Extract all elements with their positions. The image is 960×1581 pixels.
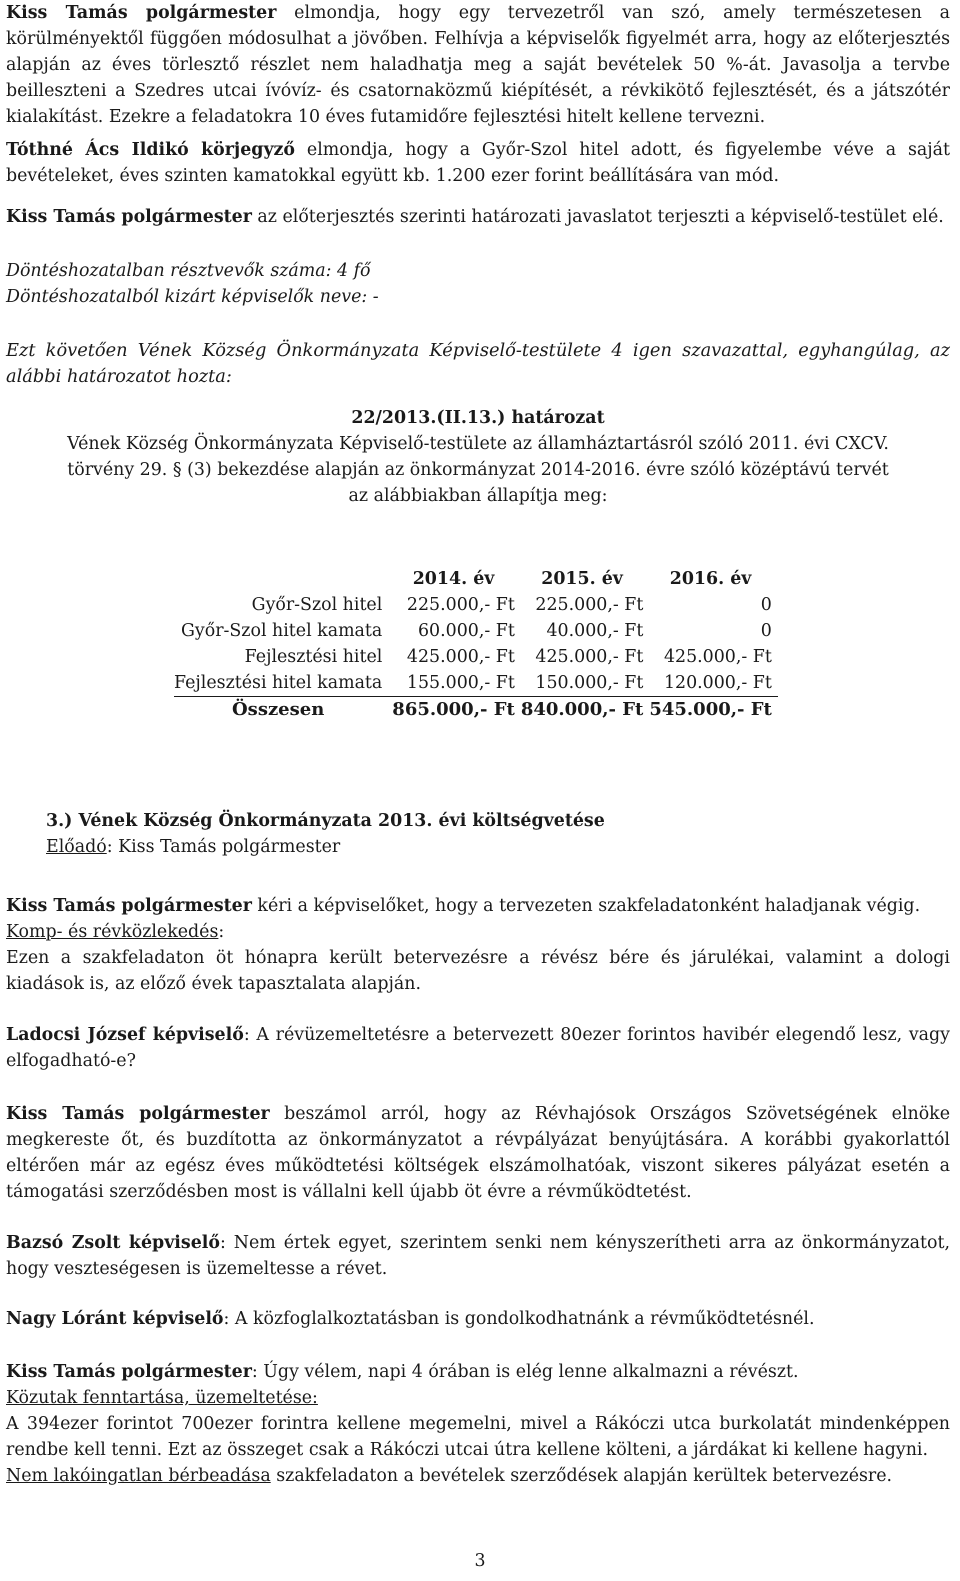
speaker-name: Bazsó Zsolt képviselő [6, 1233, 220, 1253]
paragraph-line [6, 1359, 950, 1385]
table-row [174, 592, 778, 618]
table-cell: 0 [760, 595, 772, 615]
table-header-cell: 2015. év [541, 569, 623, 589]
speaker-name: Ladocsi József képviselő [6, 1025, 244, 1045]
paragraph-text: beszámol arról, hogy az Révhajósok Országos Szövetségének elnöke megkereste őt, és buzdította az önkormányzatot a révpályázat benyújtására. A korábbi gyakorlattól eltérően már az egész éves működtetési költségek elszámolhatóak, viszont sikeres pályázat esetén a támogatási szerződésben most is vállalni kell újabb öt évre a révműködtetést. [6, 1104, 951, 1202]
financial-plan-table [174, 566, 778, 723]
table-total-cell: 865.000,- Ft [392, 699, 515, 720]
paragraph-ferry-intro [6, 893, 950, 997]
paragraph-text: elmondja, hogy a Győr-Szol hitel adott, és figyelembe véve a saját bevételeket, éves szinten kamatokkal együtt kb. 1.200 ezer forint beállítására van mód. [6, 140, 951, 186]
speaker-name: Kiss Tamás polgármester [6, 207, 252, 227]
table-total-row [174, 697, 778, 724]
subheading-ferry: Komp- és révközlekedés [6, 922, 219, 942]
presenter-name: : Kiss Tamás polgármester [106, 837, 341, 857]
paragraph-text: : A révüzemeltetésre a betervezett 80ezer forintos havibér elegendő lesz, vagy elfogadható-e? [6, 1025, 951, 1071]
table-row [174, 618, 778, 644]
speaker-name: Tóthné Ács Ildikó körjegyző [6, 140, 296, 160]
paragraph-text: szakfeladaton a bevételek szerződések alapján kerültek betervezésre. [270, 1466, 893, 1486]
paragraph-ladocsi [6, 1022, 950, 1074]
paragraph-text: : A közfoglalkoztatásban is gondolkodhatnánk a révműködtetésnél. [223, 1309, 815, 1329]
resolution-block [6, 405, 950, 509]
table-cell: 225.000,- Ft [406, 595, 515, 615]
table-cell: 155.000,- Ft [392, 670, 521, 697]
table-total-cell: 840.000,- Ft [520, 699, 644, 720]
paragraph-text: elmondja, hogy egy tervezetről van szó, amely természetesen a körülményektől függően módosulhat a jövőben. Felhívja a képviselők figyelmét arra, hogy az előterjesztés alapján az éves törlesztő részlet nem haladhatja meg a saját bevételek 50 %-át. Javasolja a tervbe beilleszteni a Szedres utcai ívóvíz- és csatornaközmű kiépítését, a révkikötő fejlesztését, és a játszótér kialakítást. Ezekre a feladatokra 10 éves futamidőre fejlesztési hitelt kellene tervezni. [6, 3, 950, 127]
paragraph-text: az előterjesztés szerinti határozati javaslatot terjeszti a képviselő-testület elé. [251, 207, 944, 227]
table-row-label: Fejlesztési hitel [244, 647, 383, 667]
paragraph-notary [6, 137, 950, 189]
table-cell: 425.000,- Ft [535, 647, 644, 667]
table-cell: 40.000,- Ft [546, 621, 644, 641]
speaker-name: Nagy Lóránt képviselő [6, 1309, 224, 1329]
table-cell: 120.000,- Ft [649, 670, 778, 697]
table-header-row [174, 566, 778, 592]
resolution-line: törvény 29. § (3) bekezdése alapján az önkormányzat 2014-2016. évre szóló középtávú tervét [67, 460, 889, 480]
subheading-line [6, 919, 950, 945]
speaker-name: Kiss Tamás polgármester [6, 896, 252, 916]
presenter-label: Előadó [46, 837, 107, 857]
subheading-rental: Nem lakóingatlan bérbeadása [6, 1466, 271, 1486]
table-row [174, 670, 778, 697]
page-number: 3 [474, 1551, 486, 1571]
paragraph-mayor-report [6, 1101, 950, 1205]
table-cell: 425.000,- Ft [663, 647, 772, 667]
table-cell: 0 [760, 621, 772, 641]
table-header-cell [174, 566, 392, 592]
paragraph-line [6, 1463, 950, 1489]
paragraph-nagy [6, 1306, 950, 1332]
table-cell: 225.000,- Ft [535, 595, 644, 615]
paragraph-mayor-plan [6, 0, 950, 130]
table-row [174, 644, 778, 670]
paragraph-text: : Nem értek egyet, szerintem senki nem kényszerítheti arra az önkormányzatot, hogy veszteségesen is üzemeltesse a révet. [6, 1233, 950, 1279]
resolution-line: Vének Község Önkormányzata Képviselő-testülete az államháztartásról szóló 2011. évi CXCV. [67, 434, 889, 454]
table-cell: 150.000,- Ft [521, 670, 650, 697]
table-total-cell: 545.000,- Ft [649, 699, 772, 720]
table-header-cell: 2016. év [669, 569, 752, 589]
table-header-cell: 2014. év [412, 569, 495, 589]
speaker-name: Kiss Tamás polgármester [6, 3, 277, 23]
paragraph-mayor-proposal [6, 204, 950, 230]
table-cell: 425.000,- Ft [406, 647, 515, 667]
table-cell: 60.000,- Ft [417, 621, 515, 641]
paragraph-bazso [6, 1230, 950, 1282]
paragraph-text: : Úgy vélem, napi 4 órában is elég lenne alkalmazni a révészt. [251, 1362, 799, 1382]
paragraph-text: Ezen a szakfeladaton öt hónapra került betervezésre a révész bére és járulékai, valamint a dologi kiadások is, az előző évek tapasztalata alapján. [6, 948, 950, 994]
vote-statement: Ezt követően Vének Község Önkormányzata Képviselő-testülete 4 igen szavazattal, egyhangúlag, az alábbi határozatot hozta: [6, 340, 950, 387]
section-heading-block [46, 808, 946, 860]
paragraph-text: kéri a képviselőket, hogy a tervezeten szakfeladatonként haladjanak végig. [251, 896, 921, 916]
table-row-label: Győr-Szol hitel [251, 595, 383, 615]
resolution-line: az alábbiakban állapítja meg: [348, 486, 608, 506]
paragraph-text: A 394ezer forintot 700ezer forintra kellene megemelni, mivel a Rákóczi utca burkolatát mindenképpen rendbe kell tenni. Ezt az összeget csak a Rákóczi utcai útra kellene költeni, a járdákat ki kellene hagyni. [6, 1414, 950, 1460]
section-heading: 3.) Vének Község Önkormányzata 2013. évi költségvetése [46, 811, 605, 831]
speaker-name: Kiss Tamás polgármester [6, 1362, 252, 1382]
paragraph-line [6, 893, 950, 919]
table-row-label: Fejlesztési hitel kamata [174, 670, 392, 697]
speaker-name: Kiss Tamás polgármester [6, 1104, 270, 1124]
subheading-roads: Közutak fenntartása, üzemeltetése: [6, 1388, 318, 1408]
decision-participants: Döntéshozatalban résztvevők száma: 4 fő [6, 261, 371, 281]
decision-excluded: Döntéshozatalból kizárt képviselők neve: - [6, 287, 379, 307]
presenter-line [46, 834, 946, 860]
paragraph-roads [6, 1359, 950, 1489]
subheading-colon: : [218, 922, 225, 942]
table-row-label: Győr-Szol hitel kamata [181, 621, 383, 641]
resolution-title: 22/2013.(II.13.) határozat [351, 408, 605, 428]
table-total-label: Összesen [232, 699, 325, 720]
